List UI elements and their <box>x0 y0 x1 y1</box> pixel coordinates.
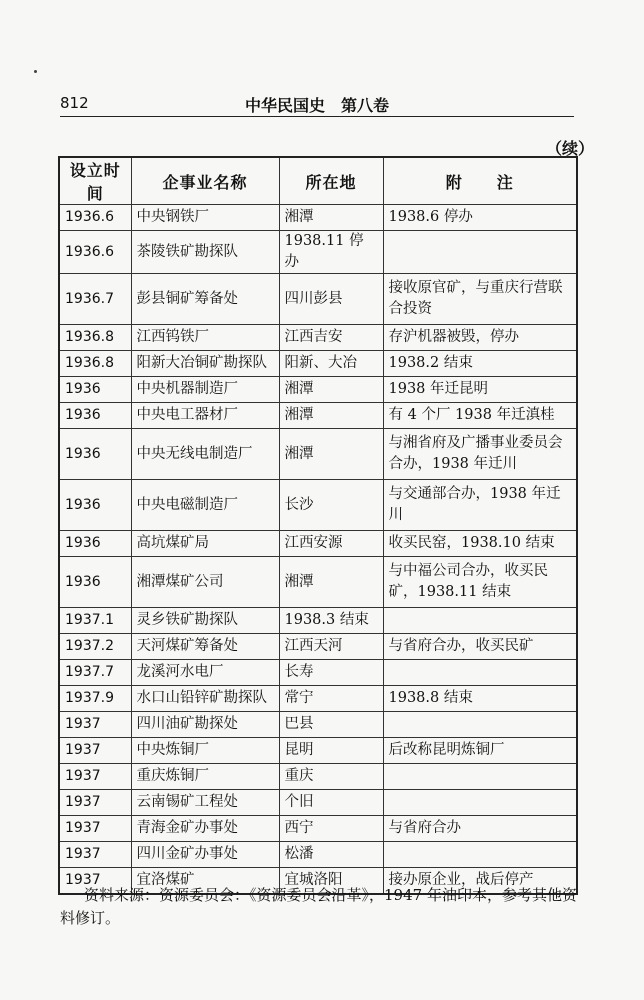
cell-location: 常宁 <box>279 686 383 712</box>
cell-name: 云南锡矿工程处 <box>131 790 279 816</box>
cell-name: 青海金矿办事处 <box>131 816 279 842</box>
table-row <box>59 608 577 634</box>
cell-note <box>383 712 577 738</box>
cell-note <box>383 608 577 634</box>
table-row <box>59 816 577 842</box>
cell-note: 与交通部合办，1938 年迁川 <box>383 480 577 531</box>
cell-location: 个旧 <box>279 790 383 816</box>
cell-name: 江西钨铁厂 <box>131 325 279 351</box>
table-row <box>59 429 577 480</box>
cell-note: 与中福公司合办，收买民矿，1938.11 结束 <box>383 557 577 608</box>
cell-location: 江西安源 <box>279 531 383 557</box>
cell-name: 龙溪河水电厂 <box>131 660 279 686</box>
enterprise-table <box>58 156 578 895</box>
cell-note: 存沪机器被毁，停办 <box>383 325 577 351</box>
cell-date: 1936.7 <box>59 274 131 325</box>
cell-note: 1938.2 结束 <box>383 351 577 377</box>
cell-date: 1937.1 <box>59 608 131 634</box>
cell-note <box>383 660 577 686</box>
table-row <box>59 403 577 429</box>
cell-note <box>383 764 577 790</box>
table-row <box>59 738 577 764</box>
cell-note <box>383 790 577 816</box>
cell-date: 1937.7 <box>59 660 131 686</box>
cell-note: 与省府合办 <box>383 816 577 842</box>
cell-date: 1936 <box>59 429 131 480</box>
cell-note: 1938.6 停办 <box>383 205 577 231</box>
cell-location: 江西吉安 <box>279 325 383 351</box>
cell-location: 湘潭 <box>279 403 383 429</box>
cell-location: 1938.3 结束 <box>279 608 383 634</box>
cell-date: 1937 <box>59 790 131 816</box>
cell-note <box>383 842 577 868</box>
cell-name: 灵乡铁矿勘探队 <box>131 608 279 634</box>
cell-location: 湘潭 <box>279 557 383 608</box>
table-row <box>59 557 577 608</box>
cell-note: 接办原企业，战后停产 <box>383 868 577 895</box>
cell-note: 1938 年迁昆明 <box>383 377 577 403</box>
cell-date: 1937.2 <box>59 634 131 660</box>
cell-date: 1936 <box>59 403 131 429</box>
cell-note: 1938.8 结束 <box>383 686 577 712</box>
cell-date: 1936 <box>59 531 131 557</box>
column-header-date: 设立时间 <box>59 157 131 205</box>
cell-location: 长沙 <box>279 480 383 531</box>
cell-date: 1936 <box>59 557 131 608</box>
cell-note: 收买民窑，1938.10 结束 <box>383 531 577 557</box>
cell-name: 彭县铜矿筹备处 <box>131 274 279 325</box>
cell-date: 1937 <box>59 764 131 790</box>
cell-name: 中央机器制造厂 <box>131 377 279 403</box>
table-row <box>59 790 577 816</box>
cell-note <box>383 231 577 274</box>
cell-location: 四川彭县 <box>279 274 383 325</box>
table-row <box>59 660 577 686</box>
cell-note: 有 4 个厂 1938 年迁滇桂 <box>383 403 577 429</box>
table-row <box>59 480 577 531</box>
cell-name: 中央钢铁厂 <box>131 205 279 231</box>
cell-name: 茶陵铁矿勘探队 <box>131 231 279 274</box>
cell-name: 中央电工器材厂 <box>131 403 279 429</box>
table-row <box>59 205 577 231</box>
cell-location: 湘潭 <box>279 205 383 231</box>
cell-location: 1938.11 停办 <box>279 231 383 274</box>
table-row <box>59 351 577 377</box>
table-row <box>59 377 577 403</box>
cell-location: 重庆 <box>279 764 383 790</box>
cell-location: 湘潭 <box>279 429 383 480</box>
column-header-name: 企事业名称 <box>131 157 279 205</box>
source-note: 资料来源：资源委员会：《资源委员会沿革》，1947 年油印本，参考其他资料修订。 <box>60 886 577 927</box>
cell-name: 重庆炼铜厂 <box>131 764 279 790</box>
cell-name: 中央炼铜厂 <box>131 738 279 764</box>
cell-name: 中央无线电制造厂 <box>131 429 279 480</box>
cell-note: 与省府合办，收买民矿 <box>383 634 577 660</box>
cell-note: 后改称昆明炼铜厂 <box>383 738 577 764</box>
table-row <box>59 231 577 274</box>
cell-date: 1936 <box>59 377 131 403</box>
cell-name: 四川油矿勘探处 <box>131 712 279 738</box>
table-body <box>59 205 577 895</box>
cell-location: 阳新、大冶 <box>279 351 383 377</box>
table-row <box>59 686 577 712</box>
cell-name: 水口山铅锌矿勘探队 <box>131 686 279 712</box>
cell-note: 接收原官矿，与重庆行营联合投资 <box>383 274 577 325</box>
cell-location: 西宁 <box>279 816 383 842</box>
cell-location: 宜城洛阳 <box>279 868 383 895</box>
column-header-note: 附 注 <box>383 157 577 205</box>
cell-name: 四川金矿办事处 <box>131 842 279 868</box>
table-row <box>59 274 577 325</box>
cell-date: 1936 <box>59 480 131 531</box>
cell-date: 1937 <box>59 816 131 842</box>
cell-name: 阳新大冶铜矿勘探队 <box>131 351 279 377</box>
cell-date: 1937 <box>59 738 131 764</box>
cell-date: 1936.6 <box>59 231 131 274</box>
page-speck <box>34 70 37 73</box>
cell-date: 1937 <box>59 712 131 738</box>
cell-name: 宜洛煤矿 <box>131 868 279 895</box>
cell-location: 巴县 <box>279 712 383 738</box>
table-row <box>59 531 577 557</box>
cell-location: 松潘 <box>279 842 383 868</box>
cell-date: 1937 <box>59 842 131 868</box>
cell-location: 昆明 <box>279 738 383 764</box>
column-header-location: 所在地 <box>279 157 383 205</box>
cell-name: 高坑煤矿局 <box>131 531 279 557</box>
cell-date: 1937 <box>59 868 131 895</box>
page-header <box>60 92 574 117</box>
cell-location: 湘潭 <box>279 377 383 403</box>
table-header-row <box>59 157 577 205</box>
page-number: 812 <box>60 94 89 112</box>
cell-note: 与湘省府及广播事业委员会合办，1938 年迁川 <box>383 429 577 480</box>
cell-name: 天河煤矿筹备处 <box>131 634 279 660</box>
cell-location: 长寿 <box>279 660 383 686</box>
table-row <box>59 712 577 738</box>
cell-date: 1936.6 <box>59 205 131 231</box>
cell-date: 1936.8 <box>59 351 131 377</box>
table-row <box>59 842 577 868</box>
cell-name: 湘潭煤矿公司 <box>131 557 279 608</box>
table-row <box>59 634 577 660</box>
cell-name: 中央电磁制造厂 <box>131 480 279 531</box>
table-row <box>59 764 577 790</box>
cell-location: 江西天河 <box>279 634 383 660</box>
running-title: 中华民国史 第八卷 <box>244 96 389 115</box>
cell-date: 1937.9 <box>59 686 131 712</box>
continued-label: （续） <box>545 139 594 158</box>
cell-date: 1936.8 <box>59 325 131 351</box>
table-row <box>59 325 577 351</box>
